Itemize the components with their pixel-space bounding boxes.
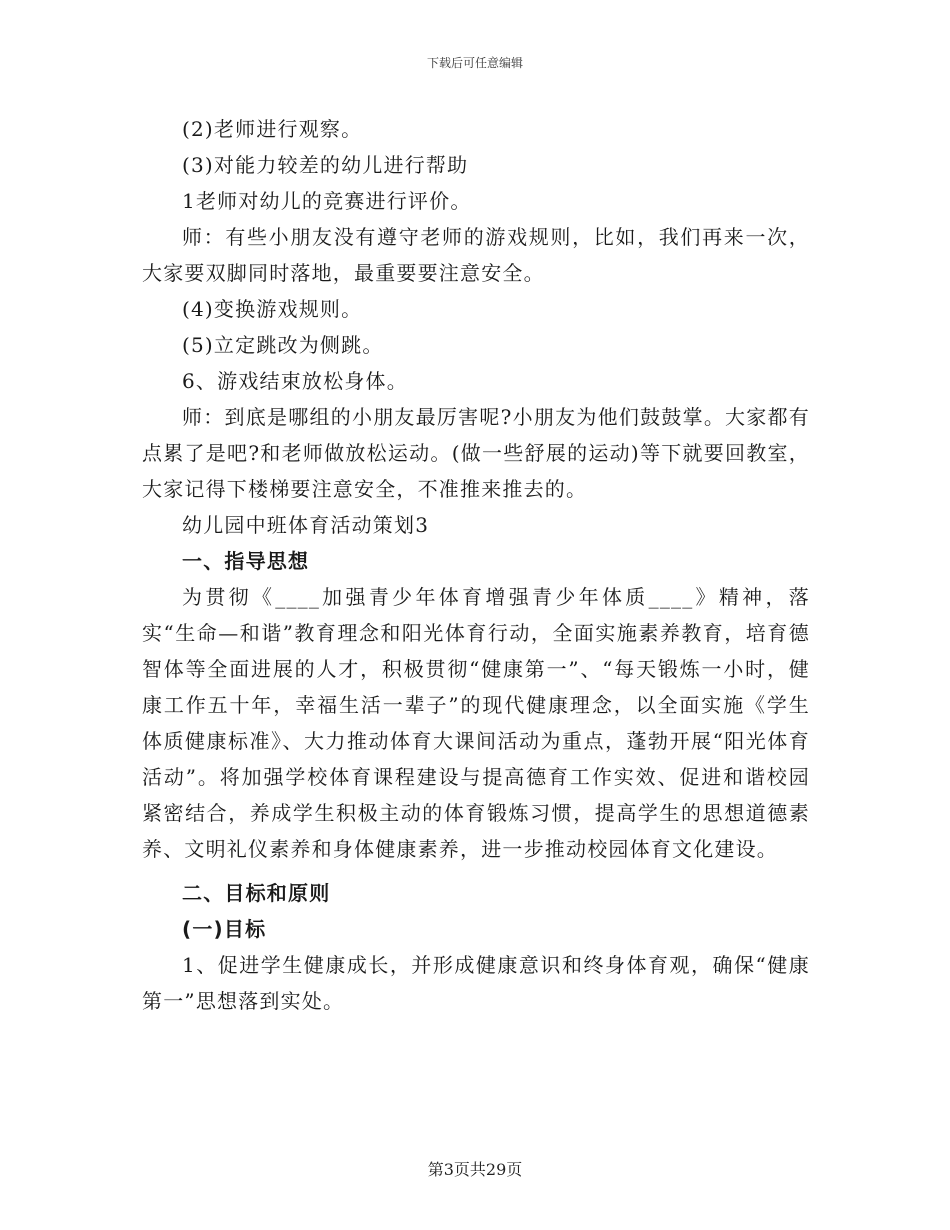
paragraph-teacher-remark-2: 师：到底是哪组的小朋友最厉害呢?小朋友为他们鼓鼓掌。大家都有点累了是吧?和老师做放松运动。(做一些舒展的运动)等下就要回教室，大家记得下楼梯要注意安全，不准推来推去的。	[142, 405, 810, 501]
paragraph-step-5: (5)立定跳改为侧跳。	[182, 333, 384, 357]
paragraph-evaluation: 1老师对幼儿的竞赛进行评价。	[182, 189, 472, 213]
document-body	[142, 111, 810, 1019]
heading-guiding-ideology: 一、指导思想	[182, 549, 310, 573]
section-title-plan-3: 幼儿园中班体育活动策划3	[182, 513, 430, 537]
paragraph-step-2: (2)老师进行观察。	[182, 117, 363, 141]
paragraph-teacher-remark-1: 师：有些小朋友没有遵守老师的游戏规则，比如，我们再来一次，大家要双脚同时落地，最重要要注意安全。	[142, 225, 810, 285]
paragraph-step-3: (3)对能力较差的幼儿进行帮助	[182, 153, 469, 177]
paragraph-goal-1: 1、促进学生健康成长，并形成健康意识和终身体育观，确保“健康第一”思想落到实处。	[142, 953, 810, 1013]
heading-goals-principles: 二、目标和原则	[182, 881, 331, 905]
page-footer: 第3页共29页	[427, 1160, 523, 1179]
paragraph-step-6: 6、游戏结束放松身体。	[182, 369, 408, 393]
heading-goals: (一)目标	[182, 917, 267, 941]
paragraph-step-4: (4)变换游戏规则。	[182, 297, 363, 321]
paragraph-guiding-ideology: 为贯彻《____加强青少年体育增强青少年体质____》精神，落实“生命—和谐”教育理念和阳光体育行动，全面实施素养教育，培育德智体等全面进展的人才，积极贯彻“健康第一”、“每天锻炼一小时，健康工作五十年，幸福生活一辈子”的现代健康理念，以全面实施《学生体质健康标准》、大力推动体育大课间活动为重点，蓬勃开展“阳光体育活动”。将加强学校体育课程建设与提高德育工作实效、促进和谐校园紧密结合，养成学生积极主动的体育锻炼习惯，提高学生的思想道德素养、文明礼仪素养和身体健康素养，进一步推动校园体育文化建设。	[142, 585, 810, 861]
page-header: 下载后可任意编辑	[426, 56, 523, 70]
